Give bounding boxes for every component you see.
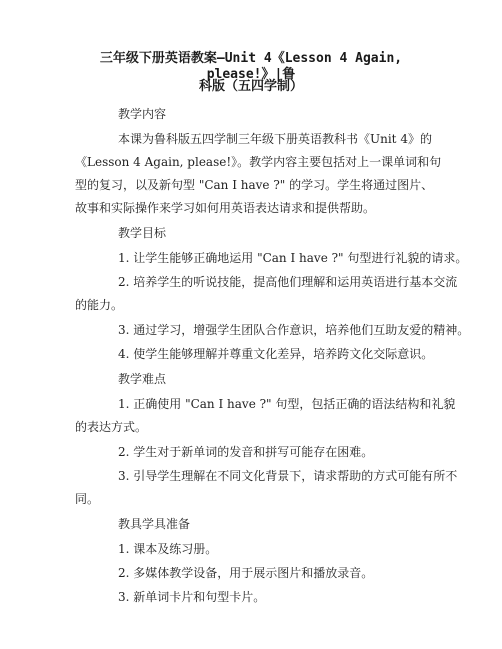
section-heading-content: 教学内容 (118, 107, 167, 121)
section-heading-difficulty: 教学难点 (118, 372, 167, 386)
list-item-continuation: 的表达方式。 (75, 420, 148, 434)
paragraph-line: 本课为鲁科版五四学制三年级下册英语教科书《Unit 4》的 (118, 132, 432, 146)
list-item: 4. 使学生能够理解并尊重文化差异，培养跨文化交际意识。 (118, 347, 434, 361)
list-item: 3. 引导学生理解在不同文化背景下，请求帮助的方式可能有所不 (118, 469, 458, 483)
paragraph-line: 型的复习，以及新句型 "Can I have ?" 的学习。学生将通过图片、 (75, 178, 434, 192)
paragraph-line: 故事和实际操作来学习如何用英语表达请求和提供帮助。 (75, 201, 376, 215)
list-item-continuation: 同。 (75, 492, 100, 506)
document-title-line-2: 科版（五四学制） (198, 79, 303, 94)
list-item: 3. 新单词卡片和句型卡片。 (118, 590, 266, 604)
section-heading-goals: 教学目标 (118, 226, 167, 240)
list-item-continuation: 的能力。 (75, 298, 124, 312)
list-item: 1. 让学生能够正确地运用 "Can I have ?" 句型进行礼貌的请求。 (118, 251, 468, 265)
list-item: 1. 课本及练习册。 (118, 542, 218, 556)
section-heading-tools: 教具学具准备 (118, 517, 191, 531)
list-item: 2. 多媒体教学设备，用于展示图片和播放录音。 (118, 566, 374, 580)
list-item: 1. 正确使用 "Can I have ?" 句型，包括正确的语法结构和礼貌 (118, 397, 456, 411)
paragraph-line: 《Lesson 4 Again, please!》。教学内容主要包括对上一课单词和句 (75, 155, 442, 169)
list-item: 3. 通过学习，增强学生团队合作意识，培养他们互助友爱的精神。 (118, 323, 470, 337)
list-item: 2. 学生对于新单词的发音和拼写可能存在困难。 (118, 445, 374, 459)
list-item: 2. 培养学生的听说技能，提高他们理解和运用英语进行基本交流 (118, 275, 458, 289)
document-title-line-1: 三年级下册英语教案—Unit 4《Lesson 4 Again, please!》|鲁 (99, 51, 403, 82)
